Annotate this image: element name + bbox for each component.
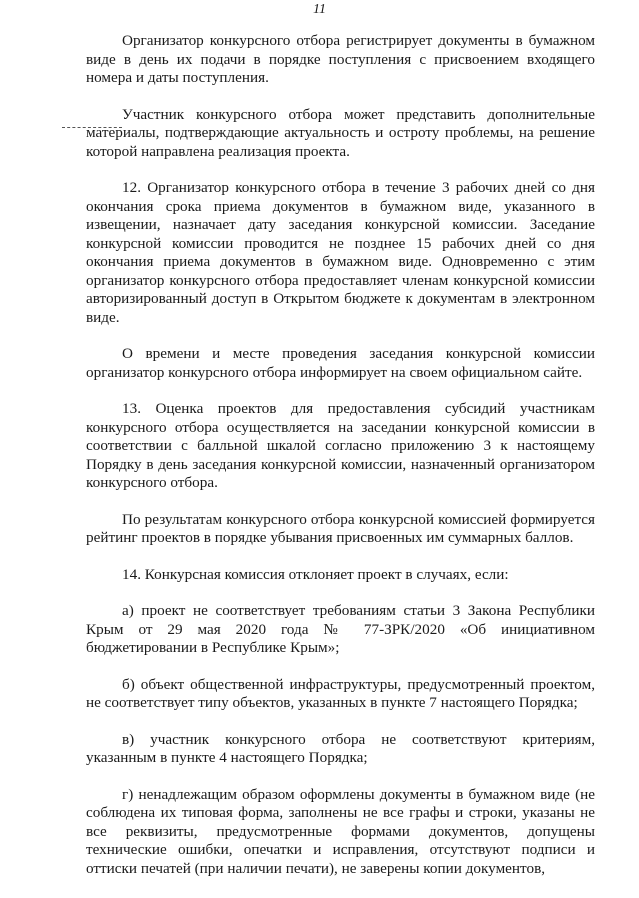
list-item-g: г) ненадлежащим образом оформлены документы в бумажном виде (не соблюдена их типовая форма, заполнены не все графы и строки, указаны не все реквизиты, предусмотренные формами документов, допущены технические ошибки, опечатки и исправления, отсутствуют подписи и оттиски печатей (при наличии печати), не заверены копии документов, bbox=[86, 785, 595, 877]
paragraph-rating: По результатам конкурсного отбора конкурсной комиссией формируется рейтинг проектов в порядке убывания присвоенных им суммарных баллов. bbox=[86, 510, 595, 546]
list-item-b: б) объект общественной инфраструктуры, предусмотренный проектом, не соответствует типу объектов, указанных в пункте 7 настоящего Порядка; bbox=[86, 675, 595, 711]
paragraph-12: 12. Организатор конкурсного отбора в течение 3 рабочих дней со дня окончания срока приема документов в бумажном виде, указанного в извещении, назначает дату заседания конкурсной комиссии. Заседание конкурсной комиссии проводится не позднее 15 рабочих дней со дня окончания приема документов в бумажном виде. Одновременно с этим организатор конкурсного отбора предоставляет членам конкурсной комиссии авторизированный доступ в Открытом бюджете к документам в электронном виде. bbox=[86, 179, 595, 326]
paragraph-meeting-info: О времени и месте проведения заседания конкурсной комиссии организатор конкурсного отбора информирует на своем официальном сайте. bbox=[86, 345, 595, 381]
page-number: 11 bbox=[313, 2, 326, 17]
list-item-v: в) участник конкурсного отбора не соответствуют критериям, указанным в пункте 4 настоящего Порядка; bbox=[86, 730, 595, 766]
list-item-a: а) проект не соответствует требованиям статьи 3 Закона Республики Крым от 29 мая 2020 года № 77-ЗРК/2020 «Об инициативном бюджетировании в Республике Крым»; bbox=[86, 602, 595, 656]
paragraph-registration: Организатор конкурсного отбора регистрирует документы в бумажном виде в день их подачи в порядке поступления с присвоением входящего номера и даты поступления. bbox=[86, 32, 595, 86]
paragraph-13: 13. Оценка проектов для предоставления субсидий участникам конкурсного отбора осуществляется на заседании конкурсной комиссии в соответствии с балльной шкалой согласно приложению 3 к настоящему Порядку в день заседания конкурсной комиссии, назначенный организатором конкурсного отбора. bbox=[86, 400, 595, 491]
paragraph-14: 14. Конкурсная комиссия отклоняет проект в случаях, если: bbox=[122, 565, 509, 583]
paragraph-additional-materials: Участник конкурсного отбора может представить дополнительные материалы, подтверждающие актуальность и остроту проблемы, на решение которой направлена реализация проекта. bbox=[86, 105, 595, 160]
scan-artifact-mark bbox=[62, 127, 122, 129]
